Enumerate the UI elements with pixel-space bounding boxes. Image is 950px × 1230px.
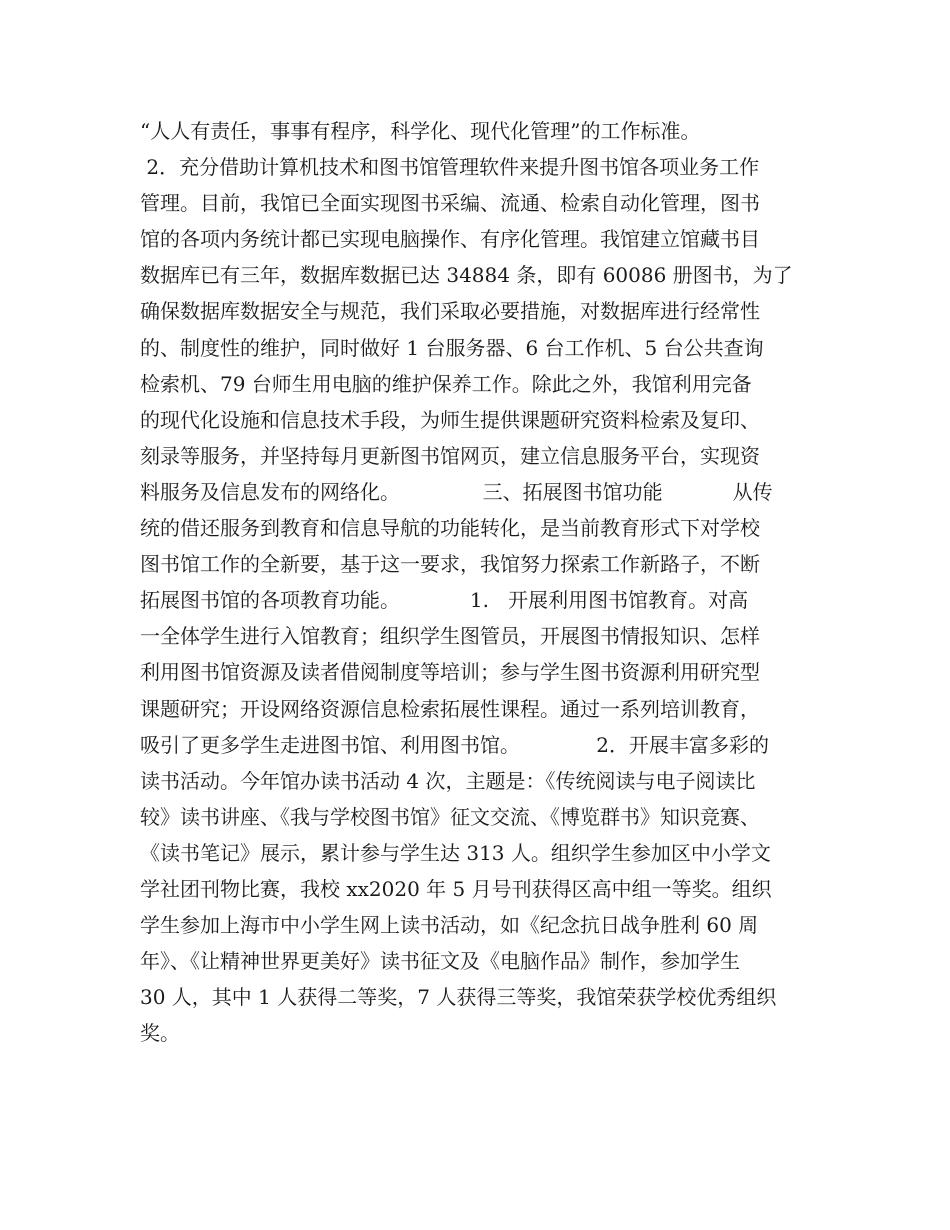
text-line: 学生参加上海市中小学生网上读书活动，如《纪念抗日战争胜利 60 周	[140, 913, 759, 938]
text-line: “人人有责任，事事有程序，科学化、现代化管理”的工作标准。	[140, 119, 701, 143]
text-line: 馆的各项内务统计都已实现电脑操作、有序化管理。我馆建立馆藏书目	[140, 227, 760, 252]
text-line: 的现代化设施和信息技术手段，为师生提供课题研究资料检索及复印、	[140, 407, 760, 432]
text-line: 检索机、79 台师生用电脑的维护保养工作。除此之外，我馆利用完备	[140, 371, 752, 396]
text-line: 刻录等服务，并坚持每月更新图书馆网页，建立信息服务平台，实现资	[140, 443, 760, 468]
text-line: 《读书笔记》展示，累计参与学生达 313 人。组织学生参加区中小学文	[140, 840, 771, 865]
text-line: 利用图书馆资源及读者借阅制度等培训；参与学生图书资源利用研究型	[140, 660, 760, 685]
text-line: 一全体学生进行入馆教育；组织学生图管员，开展图书情报知识、怎样	[140, 624, 760, 649]
text-line: 的、制度性的维护，同时做好 1 台服务器、6 台工作机、5 台公共查询	[140, 335, 764, 360]
text-line: 课题研究；开设网络资源信息检索拓展性课程。通过一系列培训教育，	[140, 696, 760, 721]
text-line: 料服务及信息发布的网络化。 三、拓展图书馆功能 从传	[140, 479, 773, 504]
text-line: 年》、《让精神世界更美好》读书征文及《电脑作品》制作，参加学生	[140, 949, 740, 974]
text-line: 2．充分借助计算机技术和图书馆管理软件来提升图书馆各项业务工作	[140, 155, 760, 180]
text-line: 30 人，其中 1 人获得二等奖，7 人获得三等奖，我馆荣获学校优秀组织	[140, 985, 777, 1010]
text-line: 吸引了更多学生走进图书馆、利用图书馆。 2．开展丰富多彩的	[140, 732, 770, 757]
text-line: 奖。	[140, 1021, 180, 1046]
text-line: 学社团刊物比赛，我校 xx2020 年 5 月号刊获得区高中组一等奖。组织	[140, 876, 772, 901]
text-line: 统的借还服务到教育和信息导航的功能转化，是当前教育形式下对学校	[140, 516, 760, 541]
text-line: 管理。目前，我馆已全面实现图书采编、流通、检索自动化管理，图书	[140, 191, 760, 216]
text-line: 读书活动。今年馆办读书活动 4 次，主题是：《传统阅读与电子阅读比	[140, 768, 756, 793]
text-line: 确保数据库数据安全与规范，我们采取必要措施，对数据库进行经常性	[140, 299, 760, 324]
text-line: 数据库已有三年，数据库数据已达 34884 条，即有 60086 册图书，为了	[140, 263, 793, 288]
text-line: 拓展图书馆的各项教育功能。 1. 开展利用图书馆教育。对高	[140, 588, 749, 613]
text-line: 图书馆工作的全新要，基于这一要求，我馆努力探索工作新路子，不断	[140, 552, 760, 577]
text-line: 较》读书讲座、《我与学校图书馆》征文交流、《博览群书》知识竞赛、	[140, 804, 760, 829]
body-text	[140, 113, 840, 1051]
